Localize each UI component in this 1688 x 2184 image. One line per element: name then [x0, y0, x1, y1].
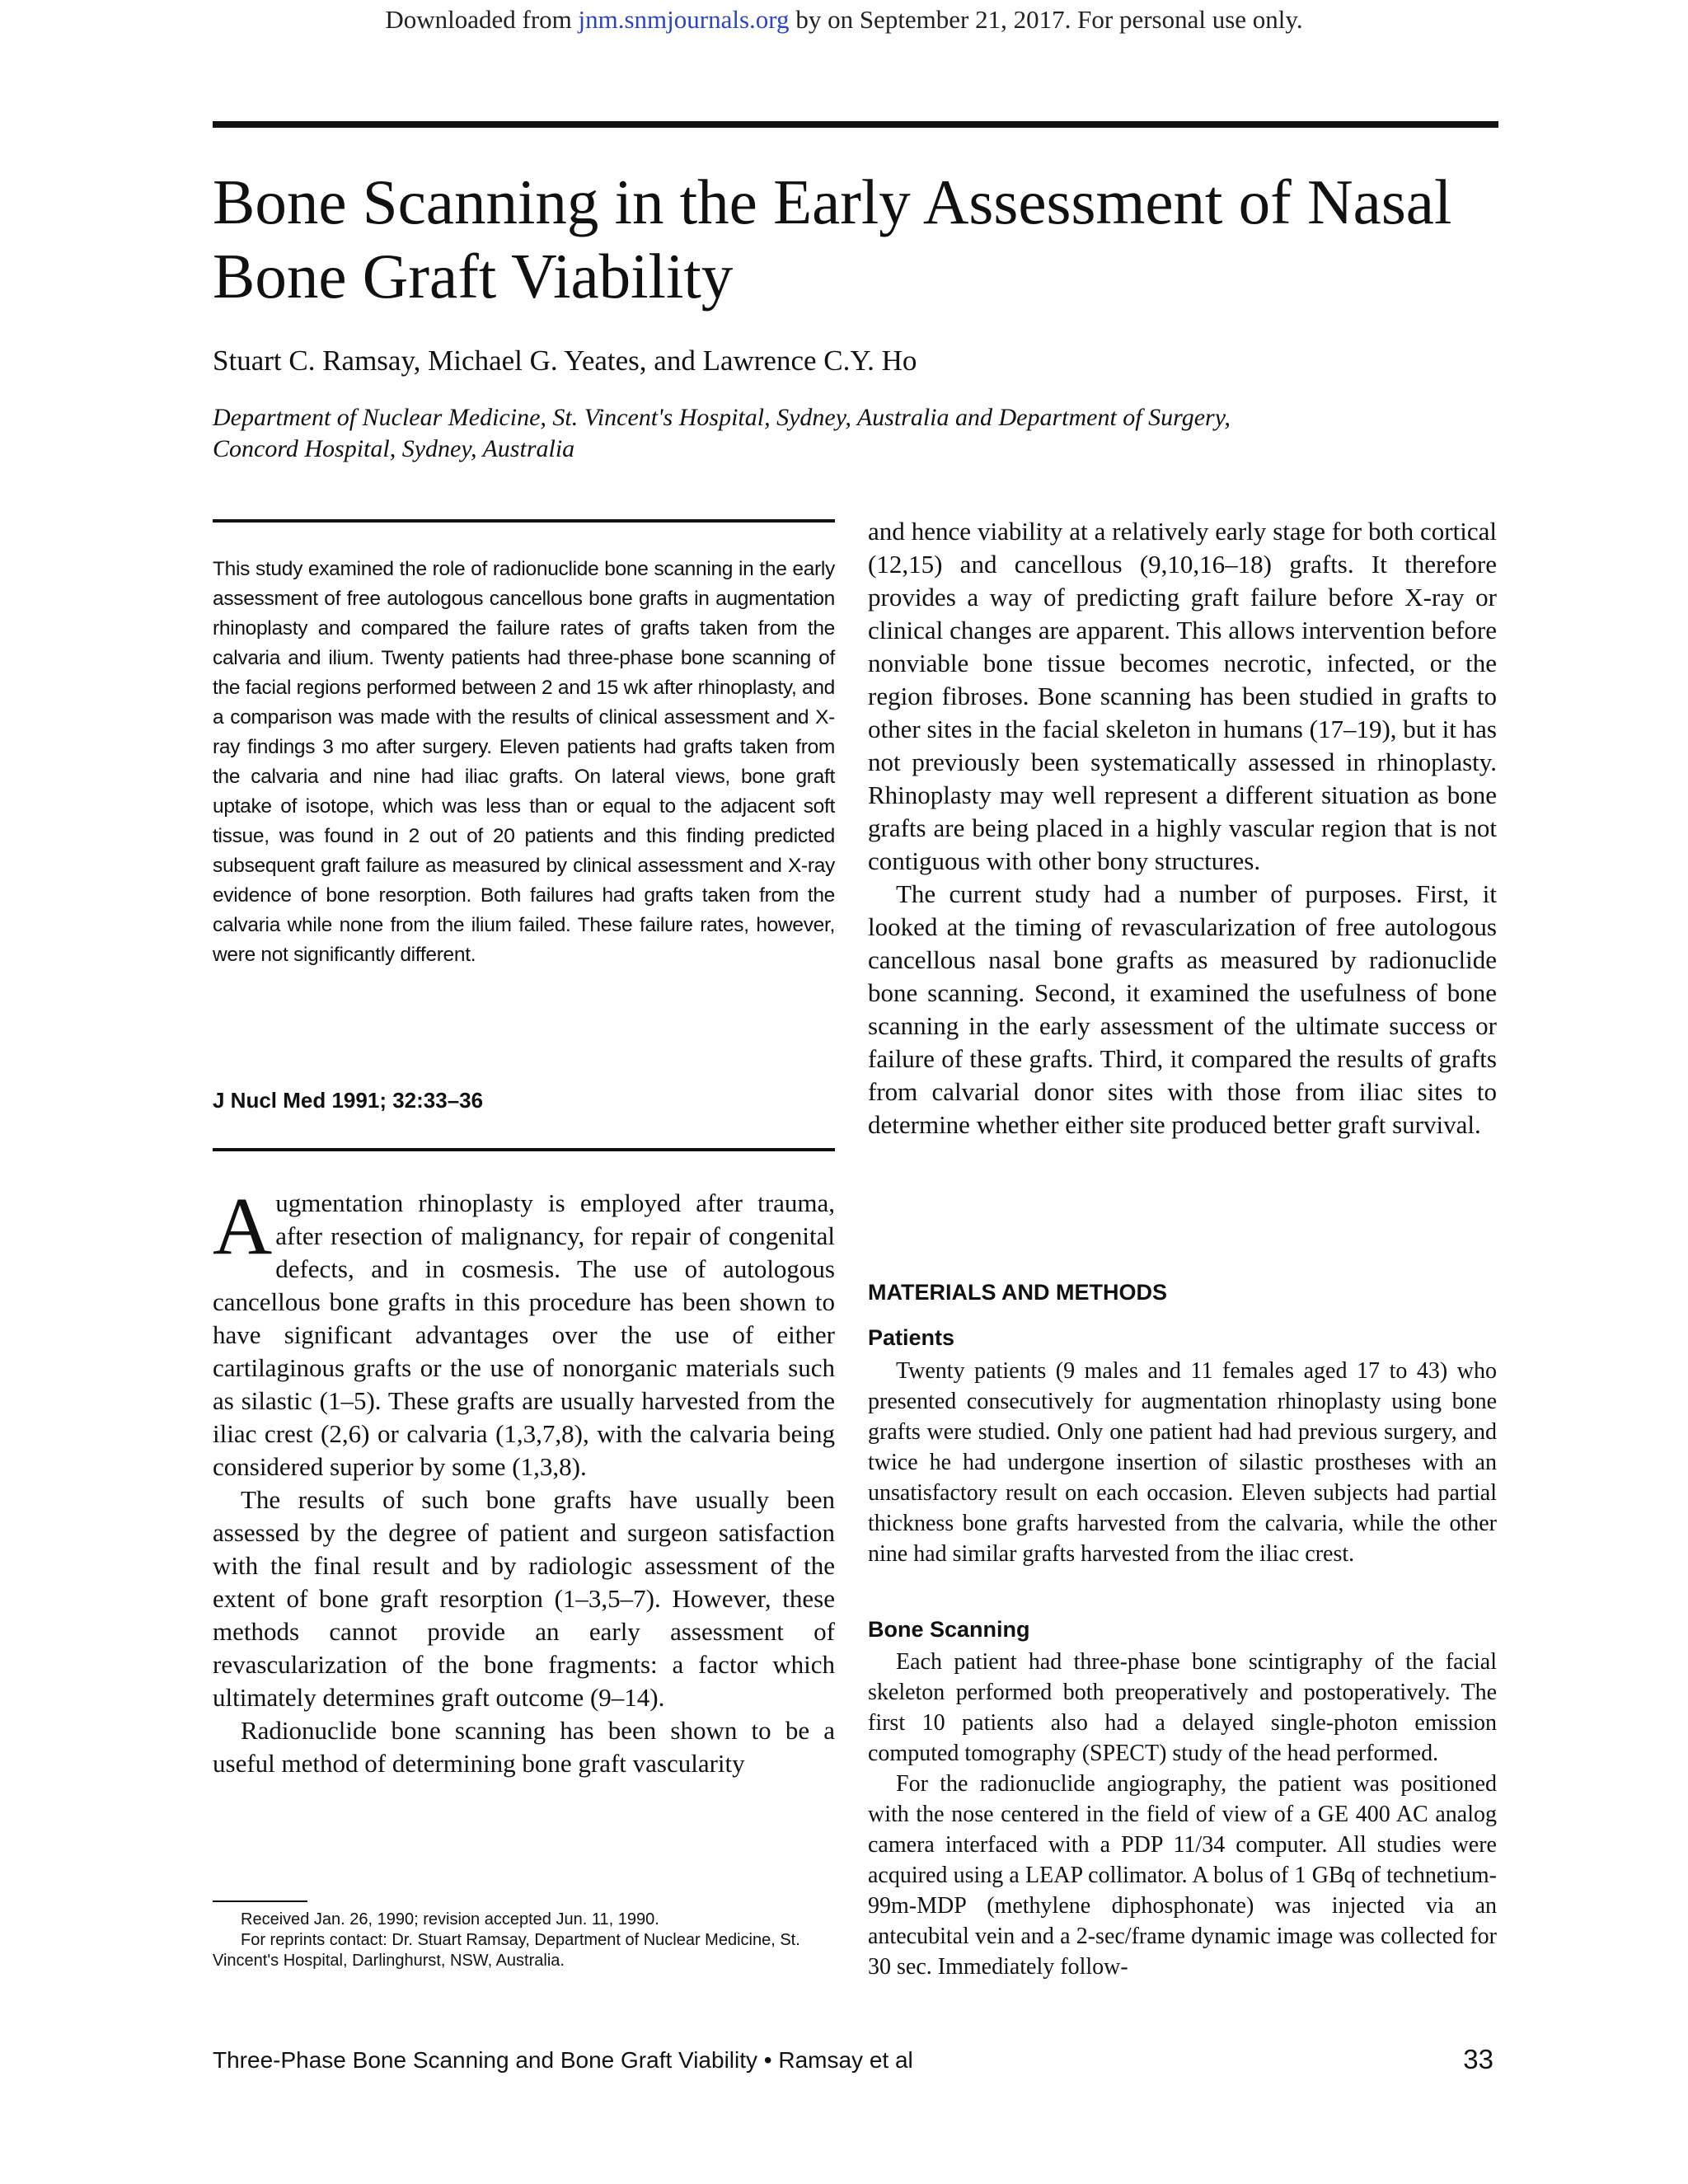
intro-paragraph-2: The results of such bone grafts have usually been assessed by the degree of patient and surgeon satisfaction with the final result and by radiologic assessment of the extent of bone graft resorption (1–3,5–7). However, these methods cannot provide an early assessment of revascularization of the bone fragments: a factor which ultimately determines graft outcome (9–14). — [213, 1485, 835, 1712]
subsection-patients: Patients — [868, 1325, 955, 1350]
download-notice — [0, 5, 1688, 35]
footnote-reprints: For reprints contact: Dr. Stuart Ramsay, Department of Nuclear Medicine, St. Vincent's Hospital, Darlinghurst, NSW, Australia. — [213, 1931, 800, 1970]
journal-link[interactable]: jnm.snmjournals.org — [578, 5, 790, 34]
download-suffix: by on September 21, 2017. For personal use only. — [789, 5, 1303, 34]
abstract-top-rule — [213, 519, 835, 523]
download-prefix: Downloaded from — [385, 5, 579, 34]
intro-paragraph-1 — [213, 1180, 835, 1483]
affiliation-line-2: Concord Hospital, Sydney, Australia — [213, 435, 575, 462]
affiliation — [213, 402, 1449, 465]
page-number: 33 — [1463, 2044, 1493, 2074]
patients-paragraph: Twenty patients (9 males and 11 females aged 17 to 43) who presented consecutively for augmentation rhinoplasty using bone grafts were studied. Only one patient had had previous surgery, and twice he had undergone insertion of silastic prostheses with an unsatisfactory result on each occasion. Eleven subjects had partial thickness bone grafts harvested from the calvaria, while the other nine had similar grafts harvested from the iliac crest. — [868, 1358, 1497, 1567]
footnote — [213, 1910, 835, 1971]
intro-paragraph-5: The current study had a number of purposes. First, it looked at the timing of revascularization of free autologous cancellous nasal bone grafts as measured by radionuclide bone scanning. Second, it examined the usefulness of bone scanning in the early assessment of the ultimate success or failure of these grafts. Third, it compared the results of grafts from calvarial donor sites with those from iliac sites to determine whether either site produced better graft survival. — [868, 879, 1497, 1139]
bone-scanning-paragraph-2: For the radionuclide angiography, the patient was positioned with the nose centered in the field of view of a GE 400 AC analog camera interfaced with a PDP 11/34 computer. All studies were acquired using a LEAP collimator. A bolus of 1 GBq of technetium-99m-MDP (methylene diphosphonate) was injected via an antecubital vein and a 2-sec/frame dynamic image was collected for 30 sec. Immediately follow- — [868, 1771, 1497, 1980]
header-rule — [213, 121, 1498, 128]
left-column — [213, 1180, 835, 1780]
footnote-rule — [213, 1900, 307, 1902]
drop-cap: A — [213, 1180, 273, 1272]
right-column-top — [868, 515, 1497, 1141]
intro-paragraph-4: and hence viability at a relatively early stage for both cortical (12,15) and cancellous (9,10,16–18) grafts. It therefore provides a way of predicting graft failure before X-ray or clinical changes are apparent. This allows intervention before nonviable bone tissue becomes necrotic, infected, or the region fibroses. Bone scanning has been studied in grafts to other sites in the facial skeleton in humans (17–19), but it has not previously been systematically assessed in rhinoplasty. Rhinoplasty may well represent a different situation as bone grafts are being placed in a highly vascular region that is not contiguous with other bony structures. — [868, 517, 1497, 875]
subsection-bone-scanning: Bone Scanning — [868, 1617, 1030, 1642]
article-title: Bone Scanning in the Early Assessment of Nasal Bone Graft Viability — [213, 166, 1452, 312]
abstract-bottom-rule — [213, 1148, 835, 1151]
abstract-text: This study examined the role of radionuclide bone scanning in the early assessment of free autologous cancellous bone grafts in augmentation rhinoplasty and compared the failure rates of grafts taken from the calvaria and ilium. Twenty patients had three-phase bone scanning of the facial regions performed between 2 and 15 wk after rhinoplasty, and a comparison was made with the results of clinical assessment and X-ray findings 3 mo after surgery. Eleven patients had grafts taken from the calvaria and nine had iliac grafts. On lateral views, bone graft uptake of isotope, which was less than or equal to the adjacent soft tissue, was found in 2 out of 20 patients and this finding predicted subsequent graft failure as measured by clinical assessment and X-ray evidence of bone resorption. Both failures had grafts taken from the calvaria while none from the ilium failed. These failure rates, however, were not significantly different. — [213, 558, 835, 966]
affiliation-line-1: Department of Nuclear Medicine, St. Vincent's Hospital, Sydney, Australia and Department of Surgery, — [213, 404, 1231, 431]
patients-section — [868, 1356, 1497, 1569]
section-heading: MATERIALS AND METHODS — [868, 1280, 1167, 1305]
intro-paragraph-1-text: ugmentation rhinoplasty is employed after trauma, after resection of malignancy, for repair of congenital defects, and in cosmesis. The use of autologous cancellous bone grafts in this procedure has been shown to have significant advantages over the use of either cartilaginous grafts or the use of nonorganic materials such as silastic (1–5). These grafts are usually harvested from the iliac crest (2,6) or calvaria (1,3,7,8), with the calvaria being considered superior by some (1,3,8). — [213, 1188, 835, 1481]
bone-scanning-paragraph-1: Each patient had three-phase bone scintigraphy of the facial skeleton performed both preoperatively and postoperatively. The first 10 patients also had a delayed single-photon emission computed tomography (SPECT) study of the head performed. — [868, 1649, 1497, 1766]
bone-scanning-section — [868, 1647, 1497, 1982]
author-list: Stuart C. Ramsay, Michael G. Yeates, and Lawrence C.Y. Ho — [213, 344, 917, 377]
journal-citation: J Nucl Med 1991; 32:33–36 — [213, 1088, 484, 1113]
intro-paragraph-3: Radionuclide bone scanning has been shown to be a useful method of determining bone graft vascularity — [213, 1716, 835, 1778]
footnote-received: Received Jan. 26, 1990; revision accepted Jun. 11, 1990. — [241, 1910, 659, 1929]
running-footer: Three-Phase Bone Scanning and Bone Graft Viability • Ramsay et al — [213, 2047, 913, 2073]
